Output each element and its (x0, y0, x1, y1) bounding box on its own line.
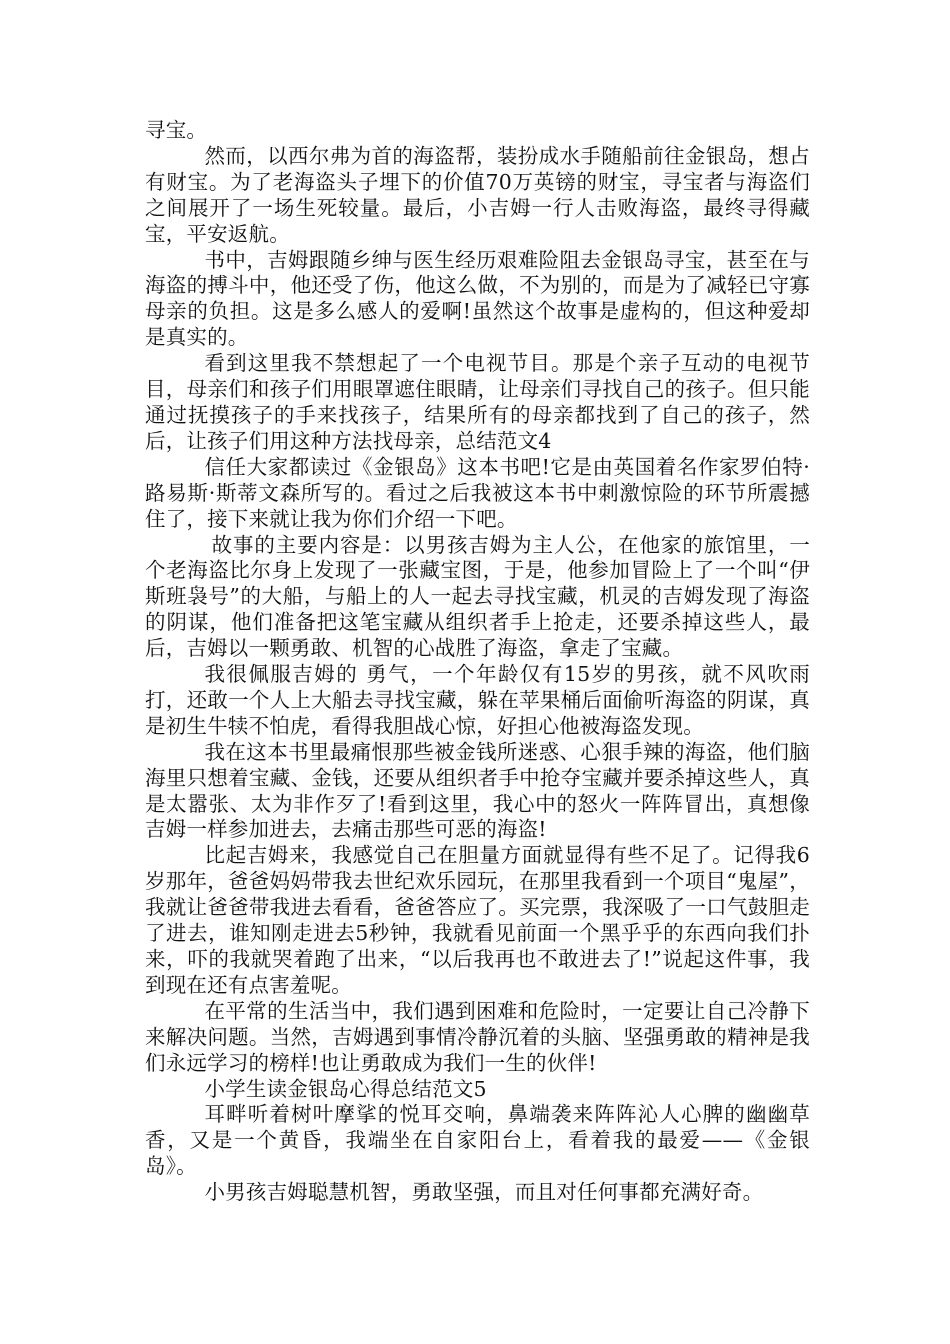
paragraph-5: 信任大家都读过《金银岛》这本书吧!它是由英国着名作家罗伯特·路易斯·斯蒂文森所写的。看过之后我被这本书中刺激惊险的环节所震撼住了，接下来就让我为你们介绍一下吧。 (145, 454, 810, 531)
paragraph-10: 在平常的生活当中，我们遇到困难和危险时，一定要让自己冷静下来解决问题。当然，吉姆遇到事情冷静沉着的头脑、坚强勇敢的精神是我们永远学习的榜样!也让勇敢成为我们一生的伙伴! (145, 998, 810, 1075)
paragraph-4: 看到这里我不禁想起了一个电视节目。那是个亲子互动的电视节目，母亲们和孩子们用眼罩遮住眼睛，让母亲们寻找自己的孩子。但只能通过抚摸孩子的手来找孩子，结果所有的母亲都找到了自己的孩子，然后，让孩子们用这种方法找母亲，总结范文4 (145, 351, 810, 453)
paragraph-7: 我很佩服吉姆的 勇气，一个年龄仅有15岁的男孩，就不风吹雨打，还敢一个人上大船去寻找宝藏，躲在苹果桶后面偷听海盗的阴谋，真是初生牛犊不怕虎，看得我胆战心惊，好担心他被海盗发现。 (145, 662, 810, 738)
section-heading: 小学生读金银岛心得总结范文5 (204, 1076, 487, 1101)
paragraph-3: 书中，吉姆跟随乡绅与医生经历艰难险阻去金银岛寻宝，甚至在与海盗的搏斗中，他还受了伤，他这么做，不为别的，而是为了减轻已守寡母亲的负担。这是多么感人的爱啊!虽然这个故事是虚构的，但这种爱却是真实的。 (145, 247, 810, 350)
paragraph-9: 比起吉姆来，我感觉自己在胆量方面就显得有些不足了。记得我6岁那年，爸爸妈妈带我去世纪欢乐园玩，在那里我看到一个项目“鬼屋”，我就让爸爸带我进去看看，爸爸答应了。买完票，我深吸了一口气鼓胆走了进去，谁知刚走进去5秒钟，我就看见前面一个黑乎乎的东西向我们扑来，吓的我就哭着跑了出来，“以后我再也不敢进去了!”说起这件事，我到现在还有点害羞呢。 (145, 843, 810, 997)
paragraph-11: 耳畔听着树叶摩挲的悦耳交响，鼻端袭来阵阵沁人心脾的幽幽草香，又是一个黄昏，我端坐在自家阳台上，看着我的最爱——《金银岛》。 (145, 1102, 810, 1179)
paragraph-6: 故事的主要内容是：以男孩吉姆为主人公，在他家的旅馆里，一个老海盗比尔身上发现了一张藏宝图，于是，他参加冒险上了一个叫“伊斯班袅号”的大船，与船上的人一起去寻找宝藏，机灵的吉姆发现了海盗的阴谋，他们准备把这笔宝藏从组织者手上抢走，还要杀掉这些人，最后，吉姆以一颗勇敢、机智的心战胜了海盗，拿走了宝藏。 (145, 532, 810, 661)
paragraph-2: 然而，以西尔弗为首的海盗帮，装扮成水手随船前往金银岛，想占有财宝。为了老海盗头子埋下的价值70万英镑的财宝，寻宝者与海盗们之间展开了一场生死较量。最后，小吉姆一行人击败海盗，最终寻得藏宝，平安返航。 (145, 143, 810, 246)
paragraph-12: 小男孩吉姆聪慧机智，勇敢坚强，而且对任何事都充满好奇。 (204, 1180, 764, 1205)
paragraph-8: 我在这本书里最痛恨那些被金钱所迷惑、心狠手辣的海盗，他们脑海里只想着宝藏、金钱，还要从组织者手中抢夺宝藏并要杀掉这些人，真是太嚣张、太为非作歹了!看到这里，我心中的怒火一阵阵冒出，真想像吉姆一样参加进去，去痛击那些可恶的海盗! (145, 739, 810, 842)
document-body (145, 118, 810, 1206)
paragraph-1: 寻宝。 (145, 118, 208, 142)
